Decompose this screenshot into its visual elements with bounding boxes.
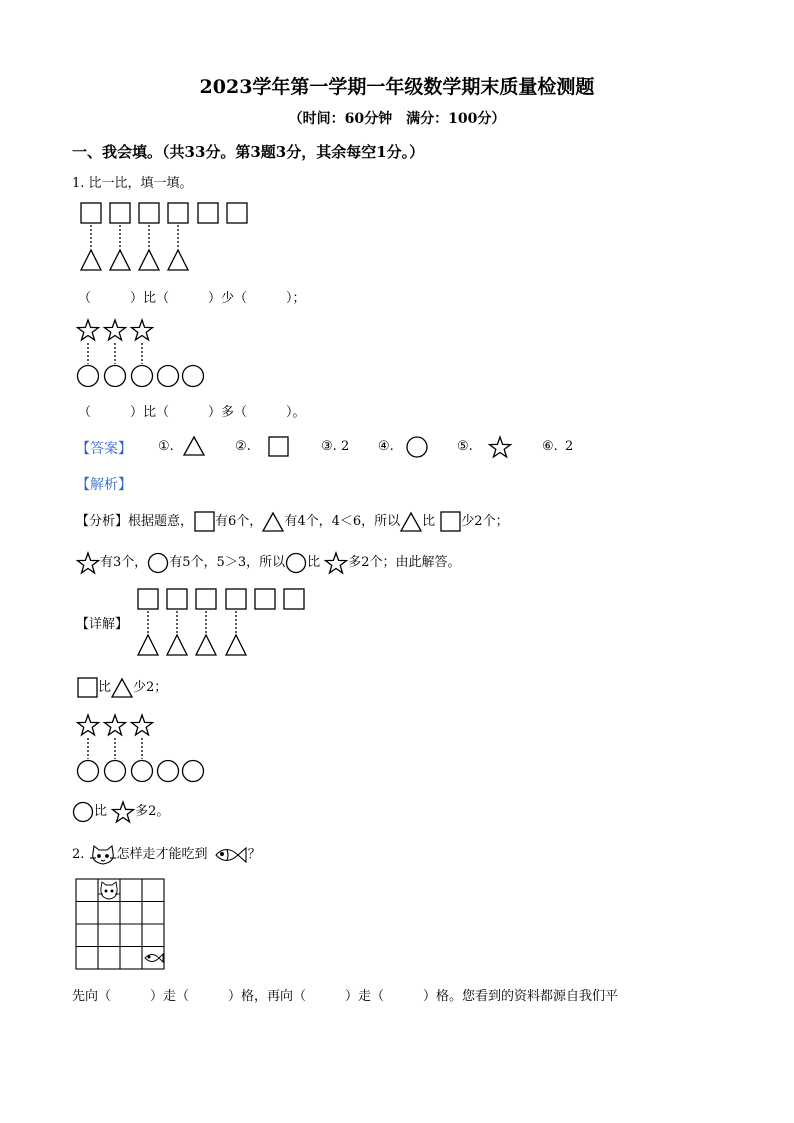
q1-blank-line-1: （ ）比（ ）少（ ）； <box>78 291 306 306</box>
answer-num-3: ③. <box>321 439 337 454</box>
detail-line-1 <box>76 676 167 699</box>
circle-icon <box>72 801 94 823</box>
square-icon <box>193 511 215 533</box>
analysis-text: 多2个；由此解答。 <box>348 555 461 570</box>
detail-star-circle-figure <box>76 713 211 785</box>
triangle-icon <box>182 435 206 457</box>
q1-star-circle-figure <box>76 318 211 390</box>
square-icon <box>76 677 98 699</box>
question-2-qmark: ？ <box>247 847 261 862</box>
fish-icon <box>145 954 163 962</box>
question-2-line <box>72 843 261 866</box>
analysis-text: 比 <box>422 514 436 529</box>
detail-text: 少2； <box>133 680 168 695</box>
answer-num-4: ④. <box>378 439 394 454</box>
circle-icon <box>147 552 169 574</box>
star-icon <box>487 435 513 459</box>
analysis-text: 有5个，5＞3，所以 <box>169 555 286 570</box>
answer-value-3: 2 <box>341 439 350 454</box>
answer-num-5: ⑤. <box>457 439 473 454</box>
triangle-icon <box>262 511 284 533</box>
exam-subtitle: （时间：60分钟 满分：100分） <box>288 111 506 127</box>
answer-value-6: 2 <box>565 439 574 454</box>
analysis-text: 有4个，4＜6，所以 <box>284 514 401 529</box>
answer-num-2: ②. <box>235 439 251 454</box>
detail-text: 多2。 <box>135 804 170 819</box>
q1-blank-line-2: （ ）比（ ）多（ ）。 <box>78 405 306 420</box>
circle-icon <box>405 435 429 459</box>
page-title: 2023学年第一学期一年级数学期末质量检测题 <box>199 76 595 98</box>
detail-text: 比 <box>94 804 108 819</box>
square-icon <box>266 436 290 458</box>
question-2-text: 怎样走才能吃到 <box>116 847 208 862</box>
triangle-icon <box>111 677 133 699</box>
analysis-line-1 <box>76 510 509 533</box>
analysis-text: 有3个， <box>100 555 148 570</box>
detail-square-triangle-figure <box>136 587 311 662</box>
fish-icon <box>212 844 248 866</box>
q1-square-triangle-figure <box>78 200 258 275</box>
star-icon <box>76 552 100 574</box>
detail-tag: 【详解】 <box>76 617 129 632</box>
analysis-line-2 <box>76 551 461 574</box>
star-icon <box>111 801 135 823</box>
question-2-blank-line: 先向（ ）走（ ）格，再向（ ）走（ ）格。您看到的资料都源自我们平 <box>72 989 619 1004</box>
circle-icon <box>285 552 307 574</box>
path-grid-figure <box>75 878 167 972</box>
analysis-text: 比 <box>307 555 321 570</box>
square-icon <box>439 511 461 533</box>
answer-num-6: ⑥. <box>542 439 558 454</box>
fenxi-tag: 【分析】 <box>76 514 129 529</box>
analysis-text: 少2个； <box>461 514 509 529</box>
question-1-label: 1. 比一比，填一填。 <box>72 176 193 191</box>
cat-icon <box>89 844 117 866</box>
analysis-text: 有6个， <box>215 514 263 529</box>
star-icon <box>324 552 348 574</box>
triangle-icon <box>400 511 422 533</box>
section-heading: 一、我会填。（共33分。第3题3分，其余每空1分。） <box>72 143 425 161</box>
answer-num-1: ①. <box>158 439 174 454</box>
detail-line-2 <box>72 800 169 823</box>
analysis-text: 根据题意， <box>128 514 194 529</box>
answer-tag: 【答案】 <box>76 441 132 457</box>
analysis-tag: 【解析】 <box>76 477 132 493</box>
cat-icon <box>98 882 120 899</box>
detail-text: 比 <box>98 680 112 695</box>
question-2-number: 2. <box>72 847 85 862</box>
